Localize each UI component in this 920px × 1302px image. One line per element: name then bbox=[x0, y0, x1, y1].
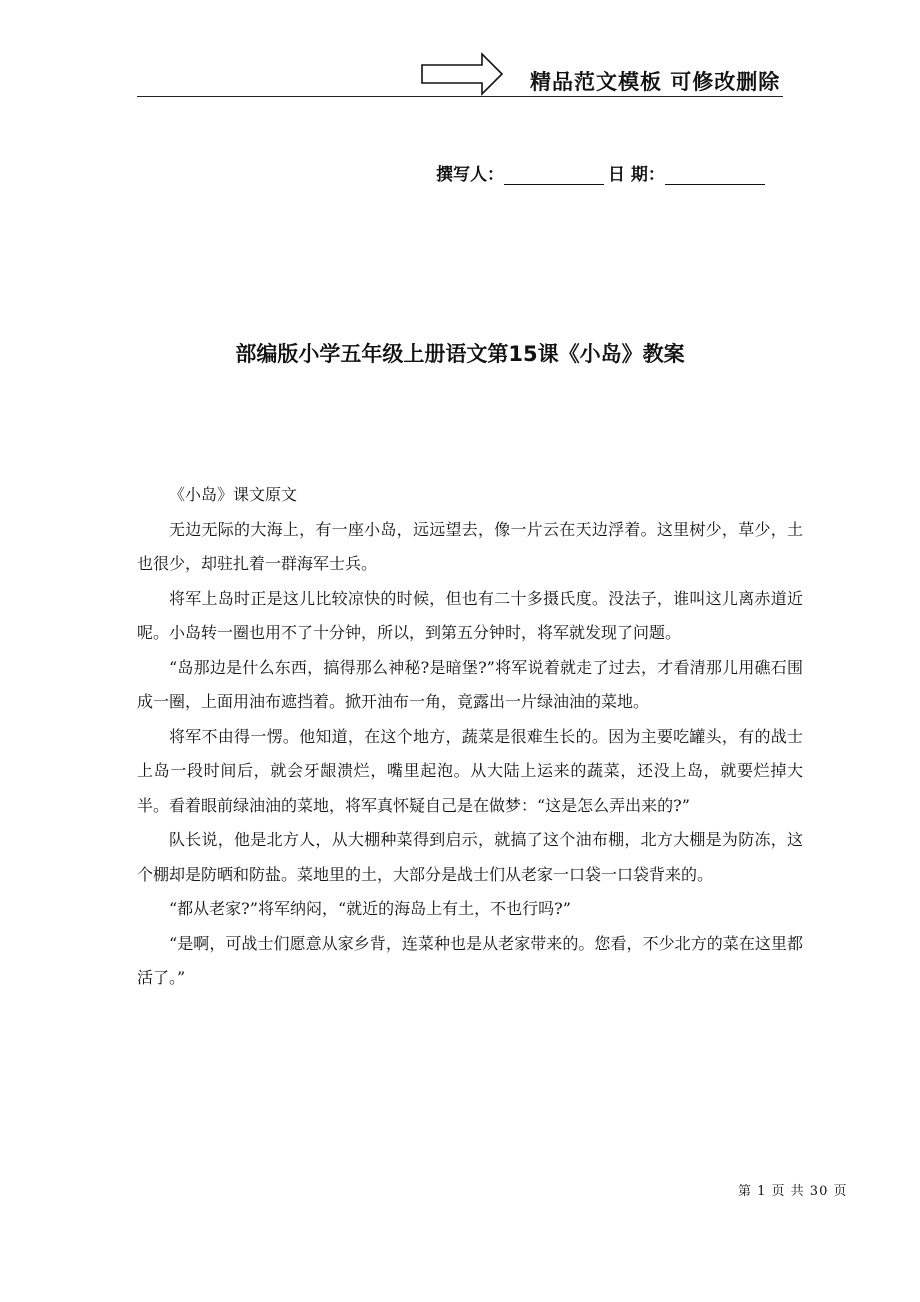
section-heading: 《小岛》课文原文 bbox=[169, 485, 298, 504]
paragraph: “是啊，可战士们愿意从家乡背，连菜种也是从老家带来的。您看，不少北方的菜在这里都活了。” bbox=[137, 933, 803, 987]
paragraph: “岛那边是什么东西，搞得那么神秘?是暗堡?”将军说着就走了过去，才看清那儿用礁石围成一圈，上面用油布遮挡着。掀开油布一角，竟露出一片绿油油的菜地。 bbox=[137, 657, 803, 711]
header-divider bbox=[137, 96, 783, 97]
page-number: 第 1 页 共 30 页 bbox=[738, 1184, 848, 1199]
paragraph: “都从老家?”将军纳闷，“就近的海岛上有土，不也行吗?” bbox=[169, 899, 571, 918]
author-label: 撰写人： bbox=[436, 165, 504, 185]
paragraph: 队长说，他是北方人，从大棚种菜得到启示，就搞了这个油布棚，北方大棚是为防冻，这个棚却是防晒和防盐。菜地里的土，大部分是战士们从老家一口袋一口袋背来的。 bbox=[137, 830, 803, 884]
paragraph: 将军上岛时正是这儿比较凉快的时候，但也有二十多摄氏度。没法子，谁叫这儿离赤道近呢。小岛转一圈也用不了十分钟，所以，到第五分钟时，将军就发现了问题。 bbox=[137, 588, 803, 642]
paragraph: 无边无际的大海上，有一座小岛，远远望去，像一片云在天边浮着。这里树少，草少，土也很少，却驻扎着一群海军士兵。 bbox=[137, 519, 803, 573]
document-body bbox=[137, 478, 803, 996]
date-label: 日 期： bbox=[608, 165, 665, 185]
header-tag: 精品范文模板 可修改删除 bbox=[530, 70, 781, 94]
author-date-line bbox=[436, 160, 769, 185]
document-title: 部编版小学五年级上册语文第15课《小岛》教案 bbox=[235, 342, 685, 366]
author-blank-field bbox=[504, 164, 604, 185]
paragraph: 将军不由得一愣。他知道，在这个地方，蔬菜是很难生长的。因为主要吃罐头，有的战士上岛一段时间后，就会牙龈溃烂，嘴里起泡。从大陆上运来的蔬菜，还没上岛，就要烂掉大半。看着眼前绿油油的菜地，将军真怀疑自己是在做梦：“这是怎么弄出来的?” bbox=[137, 726, 803, 815]
date-blank-field bbox=[665, 164, 765, 185]
arrow-right-icon bbox=[420, 52, 504, 96]
